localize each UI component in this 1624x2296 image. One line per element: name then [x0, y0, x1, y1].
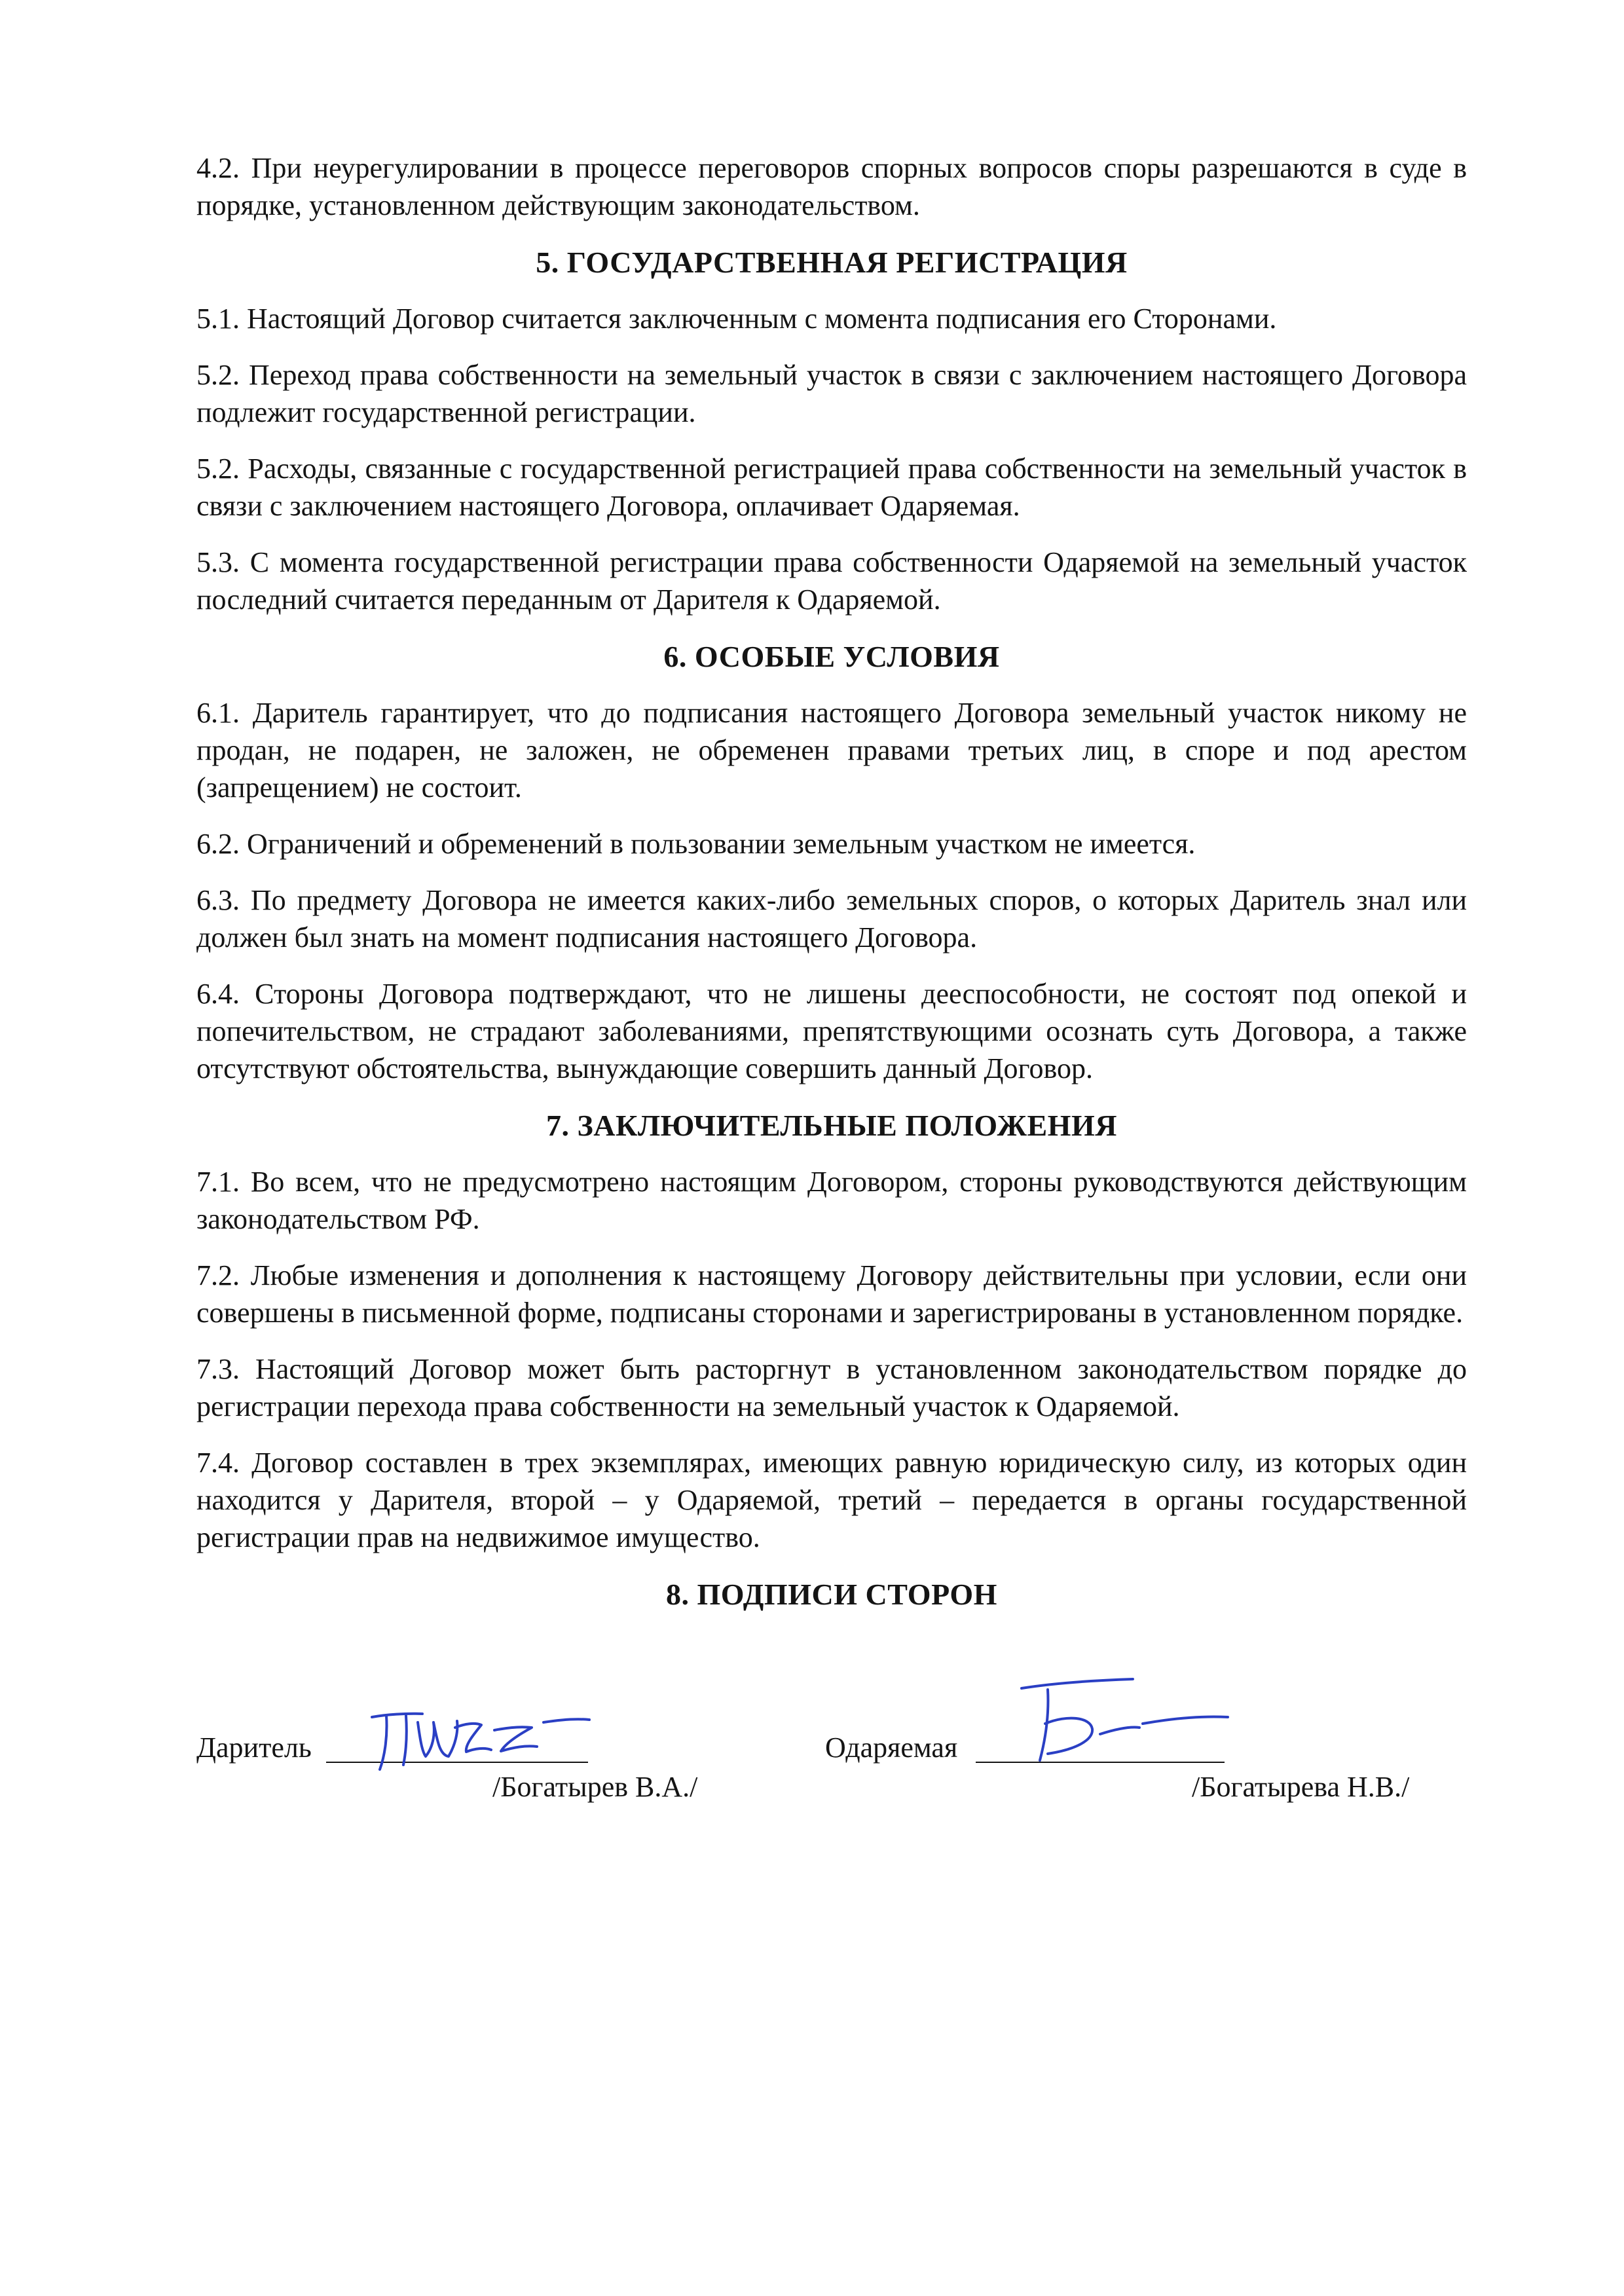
paragraph-6-1: 6.1. Даритель гарантирует, что до подписания настоящего Договора земельный участок никому не продан, не подарен, не заложен, не обременен правами третьих лиц, в споре и под арестом (запрещением) не состоит. — [196, 697, 1467, 804]
donor-handwritten-signature — [360, 1683, 596, 1781]
donee-handwritten-signature — [1002, 1663, 1238, 1775]
paragraph-7-3: 7.3. Настоящий Договор может быть расторгнут в установленном законодательством порядке до регистрации перехода права собственности на земельный участок к Одаряемой. — [196, 1353, 1467, 1422]
donee-name: /Богатырева Н.В./ — [1192, 1771, 1410, 1803]
section-7-title: 7. ЗАКЛЮЧИТЕЛЬНЫЕ ПОЛОЖЕНИЯ — [546, 1109, 1117, 1142]
paragraph-6-3: 6.3. По предмету Договора не имеется каких-либо земельных споров, о которых Даритель знал или должен был знать на момент подписания настоящего Договора. — [196, 884, 1467, 954]
donor-label: Даритель — [196, 1731, 312, 1764]
paragraph-5-2-expenses: 5.2. Расходы, связанные с государственной регистрацией права собственности на земельный участок в связи с заключением настоящего Договора, оплачивает Одаряемая. — [196, 453, 1467, 522]
paragraph-5-1: 5.1. Настоящий Договор считается заключенным с момента подписания его Сторонами. — [196, 303, 1277, 335]
section-5-title: 5. ГОСУДАРСТВЕННАЯ РЕГИСТРАЦИЯ — [536, 246, 1128, 279]
paragraph-6-4: 6.4. Стороны Договора подтверждают, что не лишены дееспособности, не состоят под опекой и попечительством, не страдают заболеваниями, препятствующими осознать суть Договора, а также отсутствуют обстоятельства, вынуждающие совершить данный Договор. — [196, 978, 1467, 1084]
donee-label: Одаряемая — [825, 1731, 958, 1764]
paragraph-6-2: 6.2. Ограничений и обременений в пользовании земельным участком не имеется. — [196, 828, 1196, 860]
paragraph-5-2: 5.2. Переход права собственности на земельный участок в связи с заключением настоящего Договора подлежит государственной регистрации. — [196, 359, 1467, 428]
document-body — [196, 149, 1467, 1632]
donor-name: /Богатырев В.А./ — [492, 1771, 698, 1803]
paragraph-7-4: 7.4. Договор составлен в трех экземплярах, имеющих равную юридическую силу, из которых один находится у Дарителя, второй – у Одаряемой, третий – передается в органы государственной регистрации прав на недвижимое имущество. — [196, 1447, 1467, 1553]
signatures-block — [196, 1703, 1467, 1834]
section-8-title: 8. ПОДПИСИ СТОРОН — [666, 1578, 997, 1611]
paragraph-5-3: 5.3. С момента государственной регистрации права собственности Одаряемой на земельный участок последний считается переданным от Дарителя к Одаряемой. — [196, 546, 1467, 616]
paragraph-4-2: 4.2. При неурегулировании в процессе переговоров спорных вопросов споры разрешаются в суде в порядке, установленном действующим законодательством. — [196, 152, 1467, 221]
paragraph-7-2: 7.2. Любые изменения и дополнения к настоящему Договору действительны при условии, если они совершены в письменной форме, подписаны сторонами и зарегистрированы в установленном порядке. — [196, 1259, 1467, 1329]
section-6-title: 6. ОСОБЫЕ УСЛОВИЯ — [663, 640, 1000, 673]
paragraph-7-1: 7.1. Во всем, что не предусмотрено настоящим Договором, стороны руководствуются действующим законодательством РФ. — [196, 1166, 1467, 1235]
